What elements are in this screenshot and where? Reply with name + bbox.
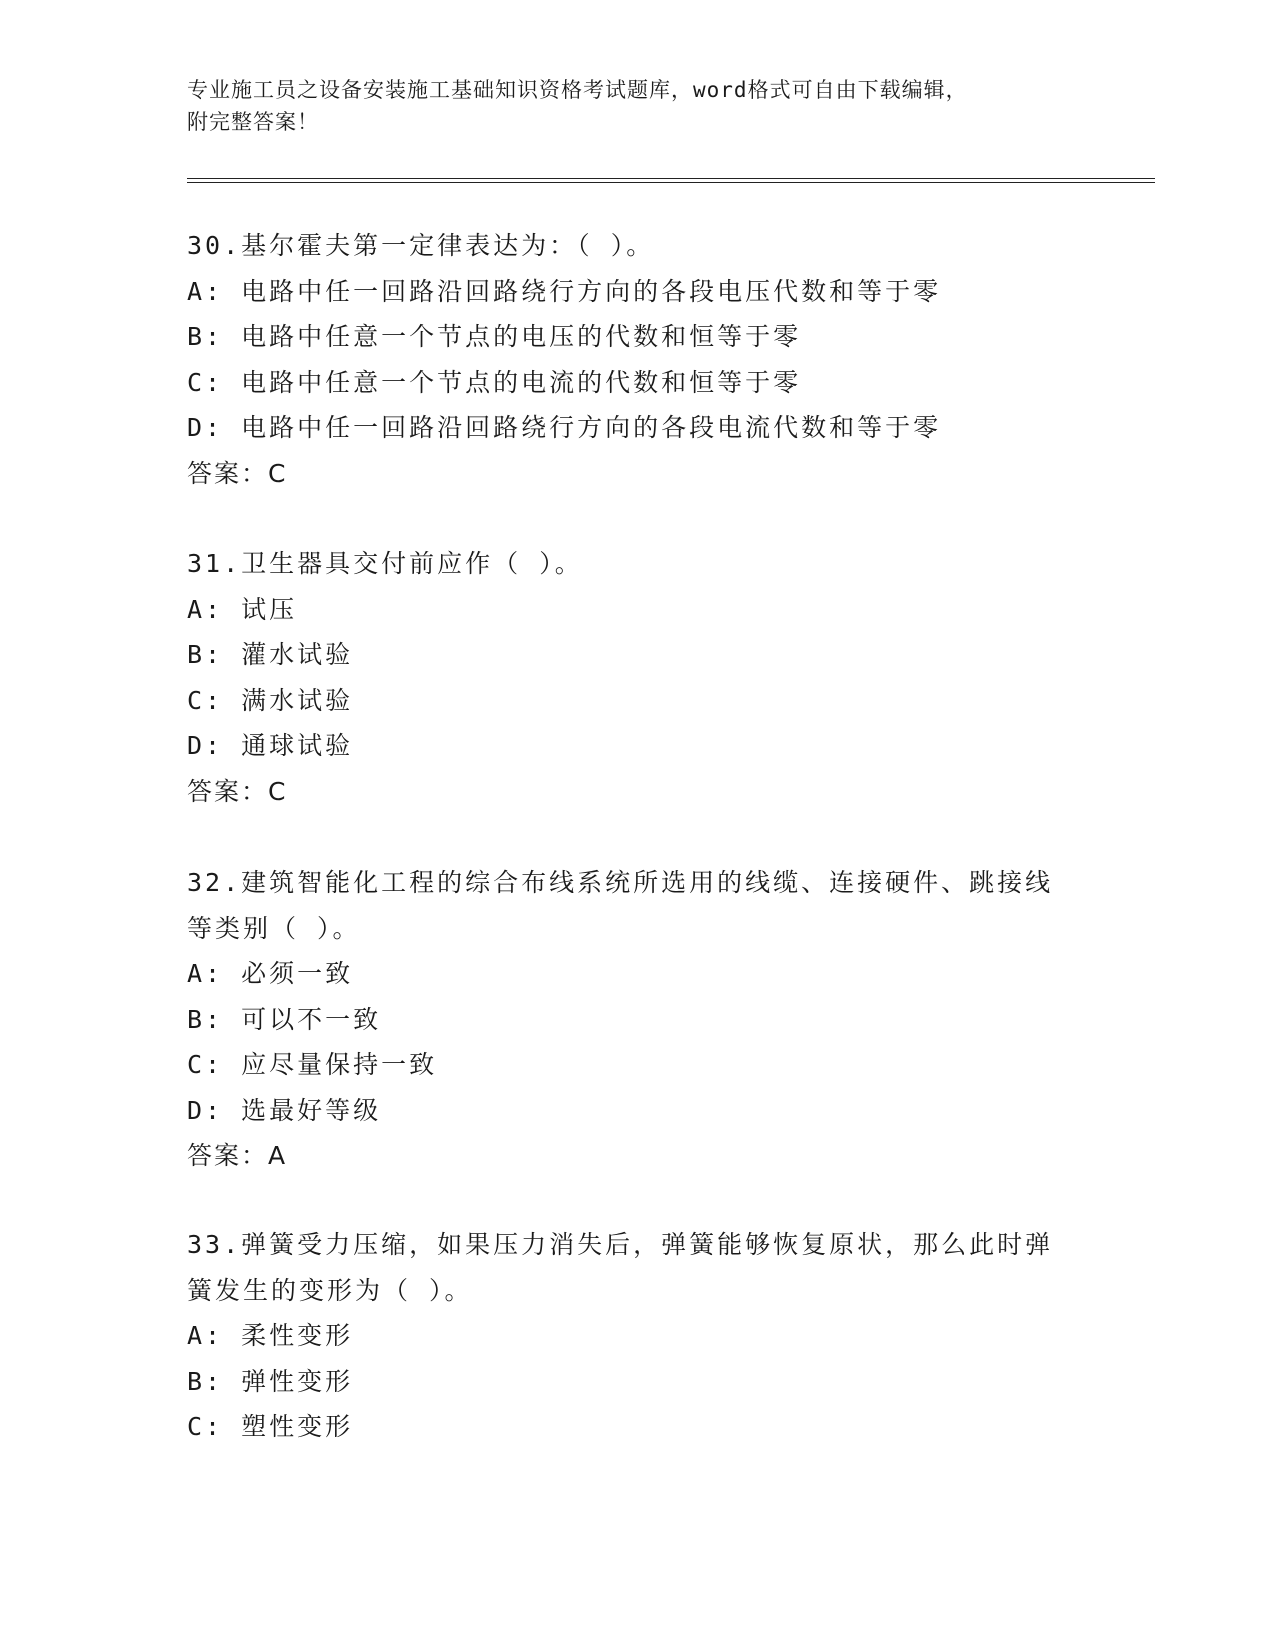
option-b: B: 可以不一致 (187, 1004, 382, 1034)
option-d: D: 通球试验 (187, 731, 354, 760)
option-b: B: 灌水试验 (187, 640, 354, 669)
option-a: A: 必须一致 (187, 959, 354, 988)
question-33 (187, 1222, 1087, 1450)
header-line-2: 附完整答案！ (187, 110, 319, 134)
answer: 答案：C (187, 776, 288, 806)
question-30 (187, 223, 1087, 496)
header-divider-bottom (187, 182, 1155, 183)
answer: 答案：A (187, 1141, 288, 1170)
question-stem-line-2: 等类别（ ）。 (187, 913, 361, 943)
option-a: A: 试压 (187, 594, 298, 624)
option-c: C: 应尽量保持一致 (187, 1050, 438, 1079)
header-line-1: 专业施工员之设备安装施工基础知识资格考试题库，word格式可自由下载编辑， (187, 78, 968, 102)
option-c: C: 电路中任意一个节点的电流的代数和恒等于零 (187, 367, 802, 397)
answer: 答案：C (187, 458, 288, 488)
question-stem-line-1: 32.建筑智能化工程的综合布线系统所选用的线缆、连接硬件、跳接线 (187, 868, 1054, 897)
option-d: D: 电路中任一回路沿回路绕行方向的各段电流代数和等于零 (187, 413, 942, 442)
document-header (187, 74, 1087, 138)
option-b: B: 电路中任意一个节点的电压的代数和恒等于零 (187, 322, 802, 351)
question-stem-line-1: 33.弹簧受力压缩，如果压力消失后，弹簧能够恢复原状，那么此时弹 (187, 1230, 1054, 1259)
option-a: A: 电路中任一回路沿回路绕行方向的各段电压代数和等于零 (187, 276, 942, 306)
option-c: C: 满水试验 (187, 685, 354, 715)
question-stem-line-2: 簧发生的变形为（ ）。 (187, 1275, 473, 1305)
question-32 (187, 860, 1087, 1179)
question-stem: 31.卫生器具交付前应作（ ）。 (187, 549, 583, 578)
option-c: C: 塑性变形 (187, 1412, 354, 1441)
option-b: B: 弹性变形 (187, 1366, 354, 1396)
header-divider-top (187, 178, 1155, 179)
option-d: D: 选最好等级 (187, 1095, 382, 1125)
question-stem: 30.基尔霍夫第一定律表达为：（ ）。 (187, 231, 655, 260)
question-31 (187, 541, 1087, 814)
option-a: A: 柔性变形 (187, 1321, 354, 1350)
